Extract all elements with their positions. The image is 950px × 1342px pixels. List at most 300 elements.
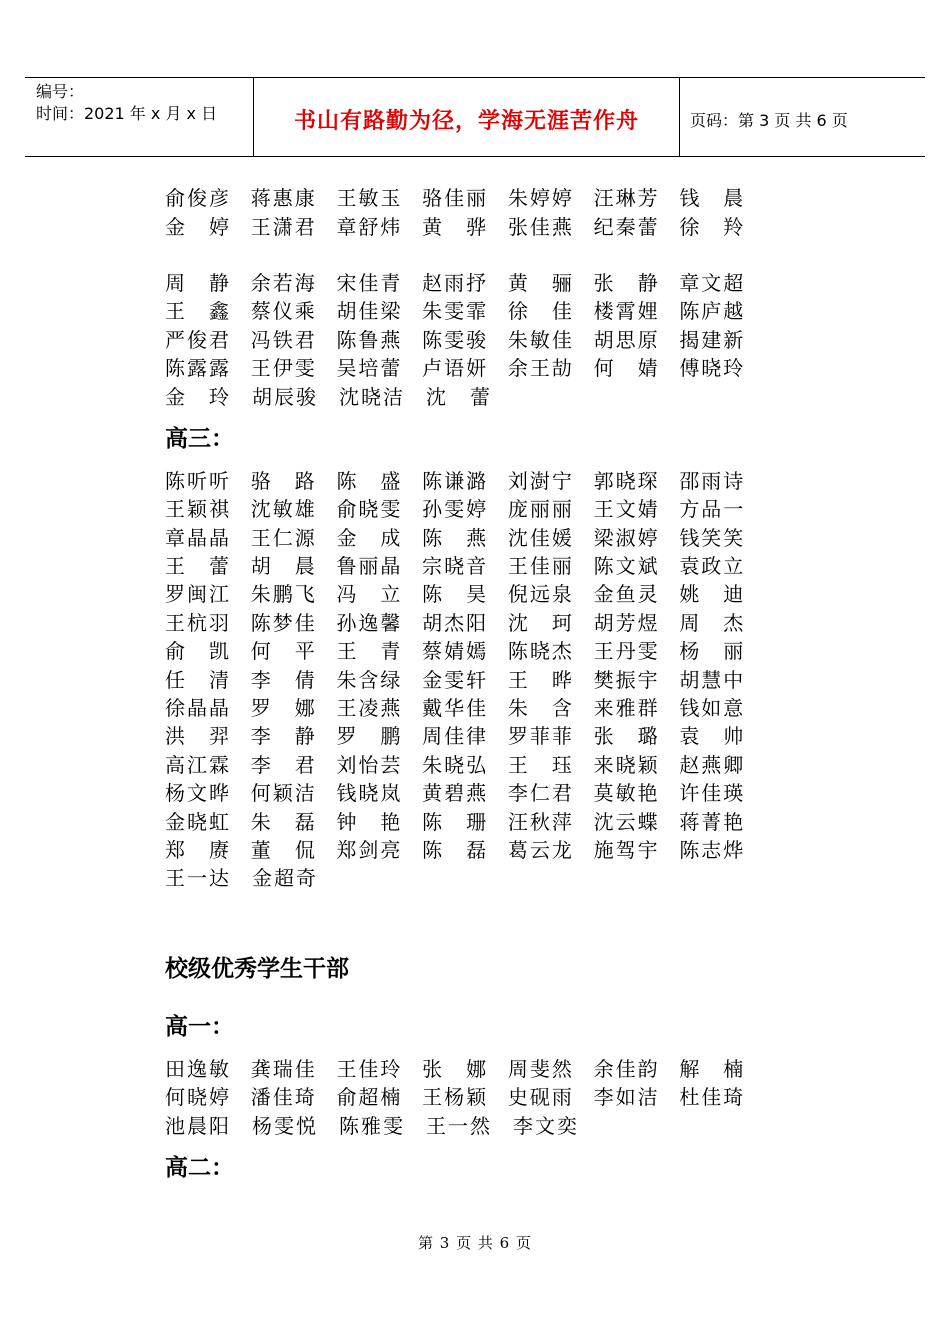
name-cell [251, 610, 337, 636]
student-name: 张 璐 [593, 724, 658, 749]
student-name: 田逸敏 [165, 1056, 229, 1081]
name-cell [251, 1056, 337, 1082]
name-cell [336, 327, 422, 353]
header-page-label: 页码：第 3 页 共 6 页 [690, 111, 848, 130]
name-cell [508, 1084, 594, 1110]
name-row [165, 580, 765, 608]
name-cell [679, 327, 765, 353]
student-name: 来雅群 [593, 696, 658, 721]
name-cell [336, 780, 422, 806]
name-cell [422, 667, 508, 693]
name-row [165, 297, 765, 325]
name-cell [336, 610, 422, 636]
student-name: 张 静 [593, 270, 658, 295]
name-cell [594, 780, 680, 806]
name-cell [251, 752, 337, 778]
name-cell [508, 553, 594, 579]
name-cell [251, 298, 337, 324]
student-name: 刘澍宁 [507, 468, 572, 493]
student-name: 朱含绿 [336, 667, 401, 692]
name-cell [251, 581, 337, 607]
student-name: 傅晓玲 [679, 356, 744, 381]
name-cell [336, 809, 422, 835]
name-cell [594, 809, 680, 835]
name-cell [679, 695, 765, 721]
name-cell [251, 553, 337, 579]
student-name: 沈 珂 [507, 610, 572, 635]
name-cell [508, 327, 594, 353]
name-row [165, 212, 765, 240]
student-name: 袁 帅 [679, 724, 744, 749]
spacer [165, 893, 765, 921]
student-name: 龚瑞佳 [250, 1056, 315, 1081]
name-cell [339, 384, 426, 410]
student-name: 樊振宇 [593, 667, 658, 692]
name-cell [165, 1084, 251, 1110]
name-cell [165, 581, 251, 607]
name-cell [251, 525, 337, 551]
name-cell [422, 553, 508, 579]
name-cell [165, 270, 251, 296]
student-name: 严俊君 [165, 327, 229, 352]
name-row [165, 467, 765, 495]
student-name: 陈文斌 [593, 554, 658, 579]
name-cell [251, 496, 337, 522]
name-row [165, 1111, 765, 1139]
name-cell [679, 270, 765, 296]
student-name: 方品一 [679, 497, 744, 522]
student-name: 罗 鹏 [336, 724, 401, 749]
student-name: 钱晓岚 [336, 781, 401, 806]
name-cell [165, 809, 251, 835]
student-name: 汪秋萍 [507, 809, 572, 834]
student-name: 姚 迪 [679, 582, 744, 607]
name-row [165, 779, 765, 807]
student-name: 孙雯婷 [422, 497, 487, 522]
name-cell [508, 214, 594, 240]
student-name: 徐晶晶 [165, 696, 229, 721]
name-cell [252, 865, 339, 891]
name-cell [165, 214, 251, 240]
student-name: 孙逸馨 [336, 610, 401, 635]
name-row [165, 354, 765, 382]
name-cell [251, 638, 337, 664]
name-cell [679, 214, 765, 240]
student-name: 徐 佳 [507, 299, 572, 324]
name-cell [513, 1113, 600, 1139]
name-cell [594, 270, 680, 296]
name-cell [251, 780, 337, 806]
student-name: 吴培蕾 [336, 356, 401, 381]
student-name: 任 清 [165, 667, 229, 692]
student-name: 史砚雨 [507, 1085, 572, 1110]
name-cell [251, 214, 337, 240]
student-name: 王丹雯 [593, 639, 658, 664]
student-name: 王 青 [336, 639, 401, 664]
name-cell [165, 525, 251, 551]
name-cell [508, 355, 594, 381]
name-cell [251, 809, 337, 835]
name-cell [422, 270, 508, 296]
name-cell [679, 355, 765, 381]
student-name: 周 杰 [679, 610, 744, 635]
student-name: 赵燕卿 [679, 752, 744, 777]
student-name: 潘佳琦 [250, 1085, 315, 1110]
student-name: 俞晓雯 [336, 497, 401, 522]
student-name: 金晓虹 [165, 809, 229, 834]
heading-gaosan: 高三： [165, 425, 234, 452]
name-cell [508, 185, 594, 211]
student-name: 陈鲁燕 [336, 327, 401, 352]
name-cell [508, 723, 594, 749]
student-name: 王颖祺 [165, 497, 229, 522]
student-name: 赵雨抒 [422, 270, 487, 295]
student-name: 杨文晔 [165, 781, 229, 806]
student-name: 王伊雯 [250, 356, 315, 381]
student-name: 何颖洁 [250, 781, 315, 806]
name-cell [422, 185, 508, 211]
student-name: 陈晓杰 [507, 639, 572, 664]
name-row [165, 864, 765, 892]
student-name: 胡杰阳 [422, 610, 487, 635]
student-name: 蔡婧嫣 [422, 639, 487, 664]
page-footer: 第 3 页 共 6 页 [418, 1234, 532, 1252]
name-row [165, 665, 765, 693]
student-name: 沈佳媛 [507, 525, 572, 550]
name-cell [594, 553, 680, 579]
student-name: 戴华佳 [422, 696, 487, 721]
name-cell [594, 1056, 680, 1082]
student-name: 黄碧燕 [422, 781, 487, 806]
student-name: 李 君 [250, 752, 315, 777]
student-name: 许佳瑛 [679, 781, 744, 806]
name-cell [165, 752, 251, 778]
student-name: 陈听听 [165, 468, 229, 493]
name-cell [594, 610, 680, 636]
name-cell [165, 298, 251, 324]
student-name: 俞俊彦 [165, 186, 229, 211]
name-cell [251, 723, 337, 749]
name-cell [422, 1056, 508, 1082]
student-name: 卢语妍 [422, 356, 487, 381]
name-cell [252, 1113, 339, 1139]
spacer [165, 241, 765, 269]
name-cell [422, 723, 508, 749]
student-name: 纪秦蕾 [593, 214, 658, 239]
name-cell [422, 695, 508, 721]
header-right-cell [680, 78, 925, 156]
student-name: 陈 珊 [422, 809, 487, 834]
name-cell [426, 1113, 513, 1139]
name-cell [508, 525, 594, 551]
name-cell [594, 1084, 680, 1110]
name-cell [251, 1084, 337, 1110]
name-list-group-2 [165, 269, 765, 411]
student-name: 郑 赓 [165, 838, 229, 862]
name-cell [422, 214, 508, 240]
name-cell [679, 468, 765, 494]
heading-gaoyi: 高一： [165, 1013, 234, 1040]
student-name: 洪 羿 [165, 724, 229, 749]
student-name: 王一然 [426, 1113, 490, 1138]
name-cell [165, 1056, 251, 1082]
name-cell [251, 695, 337, 721]
name-cell [508, 468, 594, 494]
student-name: 何晓婷 [165, 1085, 229, 1110]
name-cell [422, 809, 508, 835]
name-row [165, 637, 765, 665]
student-name: 庞丽丽 [507, 497, 572, 522]
name-cell [594, 695, 680, 721]
name-cell [422, 468, 508, 494]
name-row [165, 751, 765, 779]
student-name: 陈雅雯 [339, 1113, 403, 1138]
name-cell [594, 355, 680, 381]
name-cell [594, 638, 680, 664]
name-cell [251, 468, 337, 494]
name-cell [422, 327, 508, 353]
student-name: 蔡仪乘 [250, 299, 315, 324]
student-name: 朱晓弘 [422, 752, 487, 777]
student-name: 冯 立 [336, 582, 401, 607]
name-cell [422, 581, 508, 607]
name-row [165, 269, 765, 297]
student-name: 高江霖 [165, 752, 229, 777]
name-cell [508, 1056, 594, 1082]
student-name: 陈志烨 [679, 838, 744, 862]
student-name: 施驾宇 [593, 838, 658, 862]
student-name: 杜佳琦 [679, 1085, 744, 1110]
name-cell [594, 298, 680, 324]
name-row [165, 552, 765, 580]
name-cell [508, 298, 594, 324]
student-name: 解 楠 [679, 1056, 744, 1081]
name-cell [422, 1084, 508, 1110]
name-cell [336, 298, 422, 324]
name-cell [165, 327, 251, 353]
student-name: 罗菲菲 [507, 724, 572, 749]
student-name: 胡思原 [593, 327, 658, 352]
student-name: 冯铁君 [250, 327, 315, 352]
student-name: 骆佳丽 [422, 186, 487, 211]
student-name: 余王劼 [507, 356, 572, 381]
name-row [165, 326, 765, 354]
student-name: 郭晓琛 [593, 468, 658, 493]
name-cell [508, 496, 594, 522]
name-cell [165, 837, 251, 863]
name-list-gaoyi [165, 1055, 765, 1140]
name-cell [251, 270, 337, 296]
student-name: 王杭羽 [165, 610, 229, 635]
name-cell [594, 327, 680, 353]
name-cell [679, 667, 765, 693]
header-left-cell [25, 78, 254, 156]
name-cell [594, 723, 680, 749]
student-name: 沈敏雄 [250, 497, 315, 522]
student-name: 王佳玲 [336, 1056, 401, 1081]
name-cell [422, 496, 508, 522]
student-name: 王佳丽 [507, 554, 572, 579]
spacer [165, 921, 765, 939]
name-row [165, 1083, 765, 1111]
name-cell [336, 553, 422, 579]
name-cell [594, 581, 680, 607]
student-name: 张 娜 [422, 1056, 487, 1081]
name-row [165, 836, 765, 864]
name-cell [679, 525, 765, 551]
heading-gaoer: 高二： [165, 1154, 234, 1181]
name-cell [165, 667, 251, 693]
student-name: 王 鑫 [165, 299, 229, 324]
student-name: 金 成 [336, 525, 401, 550]
name-row [165, 495, 765, 523]
student-name: 周斐然 [507, 1056, 572, 1081]
student-name: 俞超楠 [336, 1085, 401, 1110]
name-cell [508, 809, 594, 835]
student-name: 朱 磊 [250, 809, 315, 834]
name-list-group-1 [165, 184, 765, 241]
student-name: 陈 燕 [422, 525, 487, 550]
student-name: 金 玲 [165, 384, 229, 409]
student-name: 金超奇 [252, 866, 316, 891]
name-cell [422, 298, 508, 324]
name-row [165, 694, 765, 722]
student-name: 王 晔 [507, 667, 572, 692]
student-name: 罗闽江 [165, 582, 229, 607]
name-cell [252, 384, 339, 410]
student-name: 葛云龙 [507, 838, 572, 862]
name-list-gaosan [165, 467, 765, 893]
name-cell [336, 525, 422, 551]
name-cell [165, 384, 252, 410]
name-cell [165, 553, 251, 579]
name-cell [594, 185, 680, 211]
student-name: 金雯轩 [422, 667, 487, 692]
name-cell [422, 837, 508, 863]
name-cell [508, 270, 594, 296]
student-name: 梁淑婷 [593, 525, 658, 550]
name-row [165, 1055, 765, 1083]
student-name: 胡佳梁 [336, 299, 401, 324]
student-name: 陈谦潞 [422, 468, 487, 493]
student-name: 章舒炜 [336, 214, 401, 239]
name-row [165, 382, 765, 410]
name-cell [336, 1056, 422, 1082]
name-cell [679, 1084, 765, 1110]
header-motto: 书山有路勤为径，学海无涯苦作舟 [293, 109, 639, 134]
student-name: 李 倩 [250, 667, 315, 692]
student-name: 沈晓洁 [339, 384, 403, 409]
student-name: 王 蕾 [165, 554, 229, 579]
student-name: 王潇君 [250, 214, 315, 239]
header-middle-cell [254, 78, 680, 156]
student-name: 王 珏 [507, 752, 572, 777]
name-cell [508, 610, 594, 636]
student-name: 何 平 [250, 639, 315, 664]
document-body [165, 184, 765, 1196]
name-cell [336, 1084, 422, 1110]
student-name: 钱如意 [679, 696, 744, 721]
name-cell [594, 837, 680, 863]
student-name: 黄 骅 [422, 214, 487, 239]
name-cell [165, 610, 251, 636]
student-name: 王杨颖 [422, 1085, 487, 1110]
student-name: 来晓颖 [593, 752, 658, 777]
name-cell [679, 780, 765, 806]
student-name: 朱鹏飞 [250, 582, 315, 607]
name-row [165, 609, 765, 637]
name-cell [679, 581, 765, 607]
name-cell [508, 752, 594, 778]
name-cell [594, 214, 680, 240]
student-name: 倪远泉 [507, 582, 572, 607]
name-row [165, 722, 765, 750]
name-cell [679, 610, 765, 636]
name-cell [679, 185, 765, 211]
name-row [165, 184, 765, 212]
name-cell [594, 468, 680, 494]
student-name: 池晨阳 [165, 1113, 229, 1138]
student-name: 朱 含 [507, 696, 572, 721]
student-name: 楼霄娌 [593, 299, 658, 324]
name-cell [679, 752, 765, 778]
name-cell [679, 1056, 765, 1082]
student-name: 钟 艳 [336, 809, 401, 834]
name-cell [165, 695, 251, 721]
name-cell [422, 780, 508, 806]
student-name: 刘怡芸 [336, 752, 401, 777]
student-name: 宋佳青 [336, 270, 401, 295]
name-cell [165, 496, 251, 522]
student-name: 莫敏艳 [593, 781, 658, 806]
name-cell [251, 327, 337, 353]
student-name: 杨 丽 [679, 639, 744, 664]
student-name: 胡辰骏 [252, 384, 316, 409]
name-cell [165, 638, 251, 664]
name-cell [336, 468, 422, 494]
student-name: 李 静 [250, 724, 315, 749]
student-name: 徐 羚 [679, 214, 744, 239]
name-cell [336, 355, 422, 381]
name-cell [165, 780, 251, 806]
student-name: 朱雯霏 [422, 299, 487, 324]
name-cell [251, 837, 337, 863]
student-name: 陈 盛 [336, 468, 401, 493]
student-name: 陈 磊 [422, 838, 487, 862]
student-name: 章文超 [679, 270, 744, 295]
name-row [165, 524, 765, 552]
student-name: 何 婧 [593, 356, 658, 381]
student-name: 金 婷 [165, 214, 229, 239]
name-cell [679, 496, 765, 522]
student-name: 陈梦佳 [250, 610, 315, 635]
student-name: 杨雯悦 [252, 1113, 316, 1138]
name-cell [336, 837, 422, 863]
student-name: 罗 娜 [250, 696, 315, 721]
name-cell [679, 809, 765, 835]
student-name: 金鱼灵 [593, 582, 658, 607]
name-cell [165, 1113, 252, 1139]
name-cell [594, 496, 680, 522]
name-cell [422, 752, 508, 778]
student-name: 揭建新 [679, 327, 744, 352]
name-cell [422, 355, 508, 381]
student-name: 胡 晨 [250, 554, 315, 579]
name-cell [165, 865, 252, 891]
name-cell [594, 525, 680, 551]
name-cell [336, 270, 422, 296]
student-name: 蒋菁艳 [679, 809, 744, 834]
